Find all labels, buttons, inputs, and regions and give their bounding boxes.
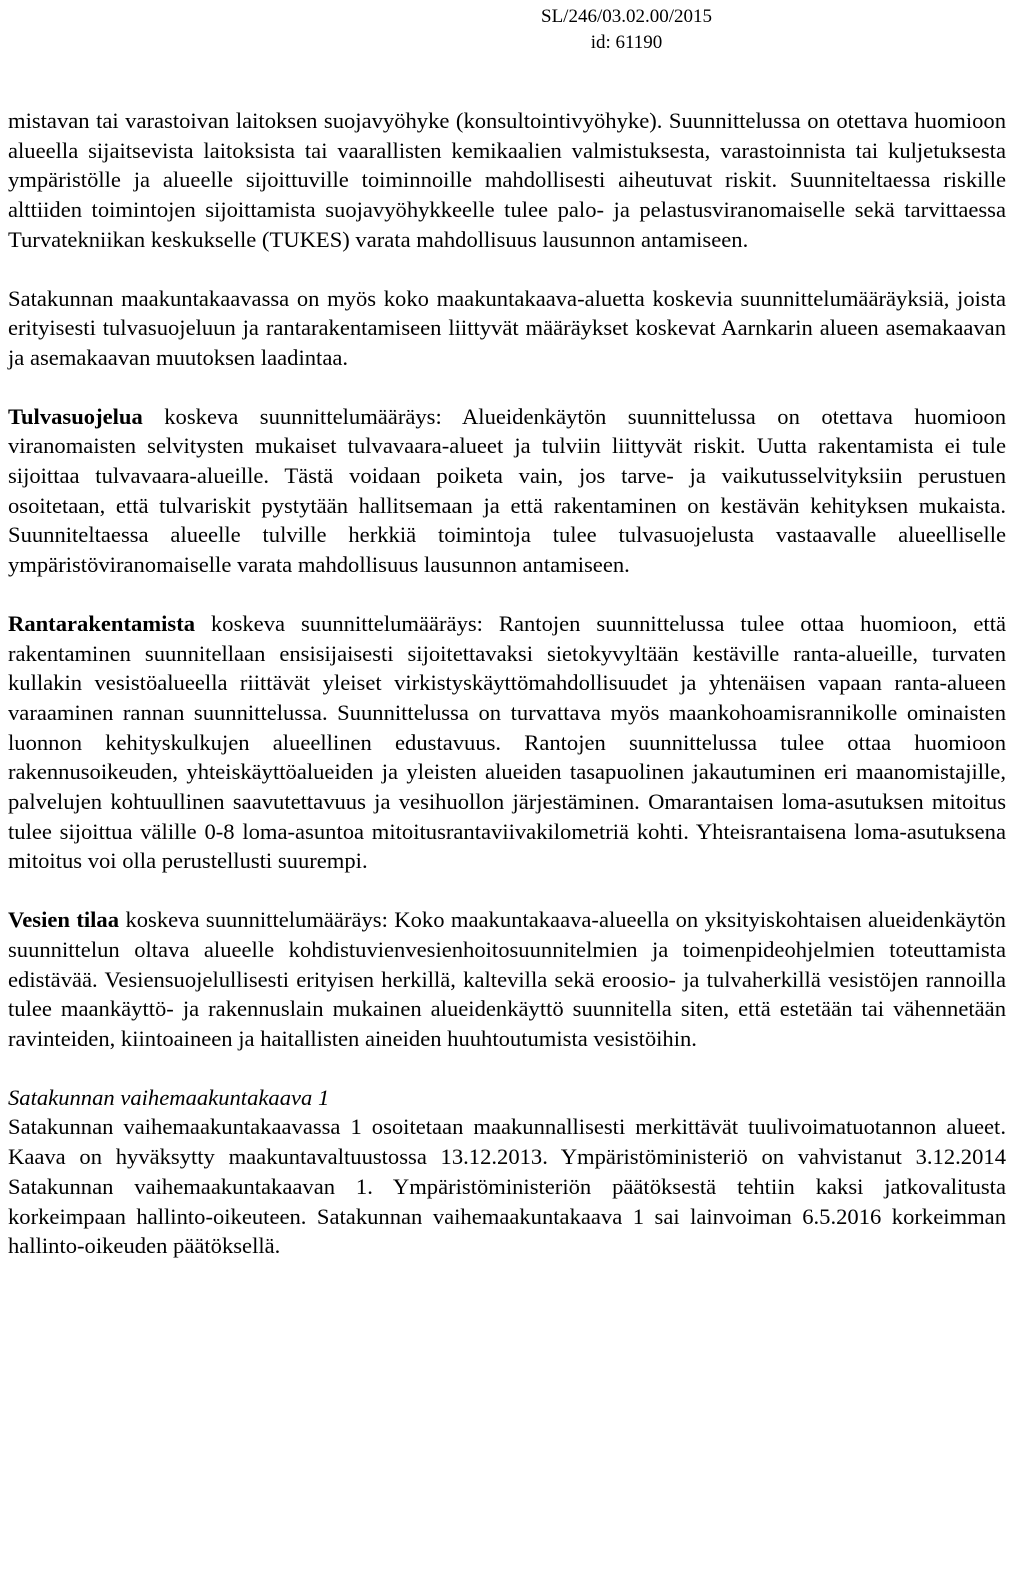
paragraph-text: mistavan tai varastoivan laitoksen suojavyöhyke (konsultointivyöhyke). Suunnittelussa on otettava huomioon alueella sijaitsevista laitoksista tai vaarallisten kemikaalien valmistuksesta, varastoinnista tai kuljetuksesta ympäristölle ja alueelle sijoittuville toiminnoille mahdollisesti aiheutuvat riskit. Suunniteltaessa riskille alttiiden toimintojen sijoittamista suojavyöhykkeelle tulee palo- ja pelastusviranomaiselle sekä tarvittaessa Turvatekniikan keskukselle (TUKES) varata mahdollisuus lausunnon antamiseen. bbox=[8, 108, 1006, 252]
paragraph-lead: Rantarakentamista bbox=[8, 610, 196, 636]
paragraph-lead: Tulvasuojelua bbox=[8, 403, 143, 429]
section-title: Satakunnan vaihemaakuntakaava 1 bbox=[8, 1084, 330, 1110]
paragraph-flood-protection bbox=[8, 402, 1006, 580]
document-body bbox=[8, 106, 1006, 1261]
paragraph-lead: Vesien tilaa bbox=[8, 907, 120, 933]
paragraph-text: Satakunnan maakuntakaavassa on myös koko maakuntakaava-aluetta koskevia suunnittelumääräyksiä, joista erityisesti tulvasuojeluun ja rantarakentamiseen liittyvät määräykset koskevat Aarnkarin alueen asemakaavan ja asemakaavan muutoksen laadintaa. bbox=[8, 285, 1006, 370]
paragraph-planning-regulations bbox=[8, 284, 1006, 373]
paragraph-text: koskeva suunnittelumääräys: Koko maakuntakaava-alueella on yksityiskohtaisen alueidenkäytön suunnittelun oltava alueelle kohdistuvienvesienhoitosuunnitelmien ja toimenpideohjelmien toteuttamista edistävää. Vesiensuojelullisesti erityisen herkillä, kaltevilla sekä eroosio- ja tulvaherkillä vesistöjen rannoilla tulee maankäyttö- ja rakennuslain mukainen alueidenkäyttö suunnitella siten, että estetään tai vähennetään ravinteiden, kiintoaineen ja haitallisten aineiden huuhtoutumista vesistöihin. bbox=[8, 907, 1006, 1051]
paragraph-text: Satakunnan vaihemaakuntakaavassa 1 osoitetaan maakunnallisesti merkittävät tuulivoimatuotannon alueet. Kaava on hyväksytty maakuntavaltuustossa 13.12.2013. Ympäristöministeriö on vahvistanut 3.12.2014 Satakunnan vaihemaakuntakaavan 1. Ympäristöministeriön päätöksestä tehtiin kaksi jatkovalitusta korkeimpaan hallinto-oikeuteen. Satakunnan vaihemaakuntakaava 1 sai lainvoiman 6.5.2016 korkeimman hallinto-oikeuden päätöksellä. bbox=[8, 1114, 1006, 1259]
paragraph-consultation-zone bbox=[8, 106, 1006, 255]
paragraph-text: koskeva suunnittelumääräys: Alueidenkäytön suunnittelussa on otettava huomioon viranomaisten selvitysten mukaiset tulvavaara-alueet ja tulviin liittyvät riskit. Uutta rakentamista ei tule sijoittaa tulvavaara-alueille. Tästä voidaan poiketa vain, jos tarve- ja vaikutusselvityksiin perustuen osoitetaan, että tulvariskit pystytään hallitsemaan ja että rakentaminen on kestävän kehityksen mukaista. Suunniteltaessa alueelle tulville herkkiä toimintoja tulee tulvasuojelusta vastaavalle alueelliselle ympäristöviranomaiselle varata mahdollisuus lausunnon antamiseen. bbox=[8, 403, 1006, 578]
paragraph-phase-plan bbox=[8, 1112, 1006, 1261]
document-reference: SL/246/03.02.00/2015 bbox=[541, 6, 713, 27]
document-id: id: 61190 bbox=[590, 32, 663, 53]
paragraph-shore-construction bbox=[8, 609, 1006, 876]
paragraph-water-status bbox=[8, 905, 1006, 1054]
paragraph-text: koskeva suunnittelumääräys: Rantojen suunnittelussa tulee ottaa huomioon, että rakentaminen suunnitellaan ensisijaisesti sijoitettavaksi sietokyvyltään kestäville ranta-alueille, turvaten kullakin vesistöalueella riittävät yleiset virkistyskäyttömahdollisuudet ja yhtenäisen vapaan ranta-alueen varaaminen rannan suunnittelussa. Suunnittelussa on turvattava myös maankohoamisrannikolle ominaisten luonnon kehityskulkujen alueellinen edustavuus. Rantojen suunnittelussa tulee ottaa huomioon rakennusoikeuden, yhteiskäyttöalueiden ja yleisten alueiden tasapuolinen jakautuminen eri maanomistajille, palvelujen kohtuullinen saavutettavuus ja vesihuollon järjestäminen. Omarantaisen loma-asutuksen mitoitus tulee sijoittua välille 0-8 loma-asuntoa mitoitusrantaviivakilometriä kohti. Yhteisrantaisena loma-asutuksena mitoitus voi olla perustellusti suurempi. bbox=[8, 610, 1006, 874]
document-header bbox=[541, 4, 712, 56]
